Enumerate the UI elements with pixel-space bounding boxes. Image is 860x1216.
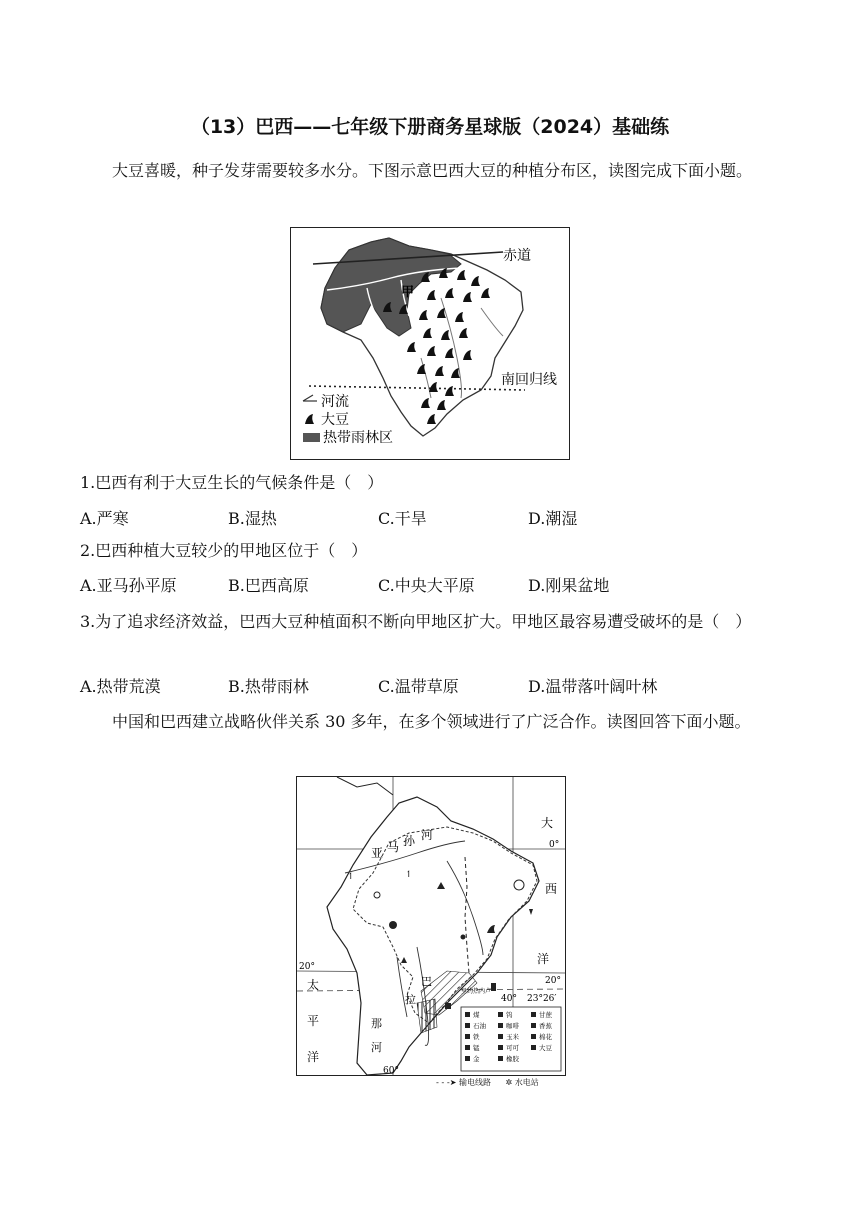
- q1-option-d[interactable]: D.潮湿: [528, 509, 578, 528]
- legend-marker-icon: [498, 1023, 503, 1028]
- q3-option-b[interactable]: B.热带雨林: [228, 677, 309, 696]
- legend-soy-label: 大豆: [321, 412, 349, 428]
- question-3-stem: 3.为了追求经济效益，巴西大豆种植面积不断向甲地区扩大。甲地区最容易遭受破坏的是（ ）: [80, 612, 752, 631]
- legend-item-label: 铁: [473, 1033, 480, 1041]
- rubber-symbol: ↿: [405, 870, 413, 880]
- legend-marker-icon: [498, 1034, 503, 1039]
- resources-map-figure: [296, 776, 566, 1076]
- legend-item-label: 大豆: [539, 1044, 552, 1052]
- parana-char-1: 巴: [421, 975, 432, 988]
- legend-item-label: 香蕉: [539, 1022, 552, 1030]
- legend-item-label: 石油: [473, 1022, 486, 1030]
- legend-item-label: 金: [473, 1055, 480, 1063]
- hydro-station-icon: [461, 935, 466, 940]
- amazon-char-4: 河: [421, 828, 434, 842]
- equator-label: 0°: [549, 840, 560, 850]
- question-3-options: [80, 674, 780, 698]
- coal-icon: [445, 1003, 451, 1009]
- question-2-stem: 2.巴西种植大豆较少的甲地区位于（ ）: [80, 541, 368, 560]
- legend-marker-icon: [465, 1056, 470, 1061]
- lat20-left-label: 20°: [299, 962, 315, 972]
- pacific-char-2: 平: [307, 1014, 320, 1028]
- lat20-right-label: 20°: [545, 976, 561, 986]
- legend-marker-icon: [498, 1045, 503, 1050]
- soybean-icon: [305, 414, 314, 424]
- legend-marker-icon: [498, 1012, 503, 1017]
- transmission-line-symbol: - - -➤: [436, 1078, 457, 1087]
- parana-char-3: 那: [371, 1017, 382, 1030]
- legend-item-label: 甘蔗: [539, 1011, 552, 1019]
- q1-option-a[interactable]: A.严寒: [80, 509, 129, 528]
- legend-marker-icon: [531, 1034, 536, 1039]
- legend-marker-icon: [531, 1023, 536, 1028]
- atlantic-char-1: 大: [541, 816, 554, 830]
- legend-marker-icon: [498, 1056, 503, 1061]
- resources-map: [297, 777, 565, 1075]
- q2-option-b[interactable]: B.巴西高原: [228, 576, 309, 595]
- legend-marker-icon: [465, 1034, 470, 1039]
- legend-marker-icon: [531, 1012, 536, 1017]
- q2-option-a[interactable]: A.亚马孙平原: [80, 576, 177, 595]
- legend-marker-icon: [465, 1012, 470, 1017]
- legend-river-label: 河流: [321, 394, 349, 410]
- soybean-map: [291, 228, 569, 459]
- pacific-char-3: 洋: [307, 1050, 320, 1064]
- legend-rainforest-label: 热带雨林区: [323, 430, 393, 446]
- intro-paragraph-2: 中国和巴西建立战略伙伴关系 30 多年，在多个领域进行了广泛合作。读图回答下面小题。: [112, 712, 751, 731]
- atlantic-char-2: 西: [545, 882, 558, 896]
- legend-item-label: 钨: [506, 1011, 513, 1019]
- q1-option-b[interactable]: B.湿热: [228, 509, 277, 528]
- atlantic-char-3: 洋: [537, 952, 550, 966]
- legend-item-label: 可可: [506, 1044, 519, 1052]
- resources-map-footer: [436, 1077, 539, 1088]
- legend-item-label: 橡胶: [506, 1055, 519, 1063]
- hydro-station-label: 水电站: [514, 1078, 539, 1087]
- parana-char-2: 拉: [405, 993, 416, 1006]
- lon40-label: 40°: [501, 994, 517, 1004]
- legend-item-label: 棉花: [539, 1033, 552, 1041]
- q3-option-c[interactable]: C.温带草原: [378, 677, 459, 696]
- amazon-char-2: 马: [387, 840, 400, 854]
- pacific-char-1: 太: [307, 978, 320, 992]
- page-title: （13）巴西——七年级下册商务星球版（2024）基础练: [190, 116, 670, 138]
- question-2-options: [80, 573, 780, 597]
- rainforest-swatch: [303, 433, 320, 442]
- legend-marker-icon: [465, 1045, 470, 1050]
- legend-item-label: 锰: [473, 1044, 480, 1052]
- gold-icon: [389, 921, 397, 929]
- legend-item-label: 咖啡: [506, 1022, 519, 1030]
- legend-item-label: 煤: [473, 1011, 480, 1019]
- legend-item-label: 玉米: [506, 1033, 519, 1041]
- equator-label: 赤道: [503, 248, 531, 264]
- question-1-options: [80, 506, 780, 530]
- tropic-label: 23°26′: [527, 994, 557, 1004]
- map-legend: [303, 393, 393, 446]
- lon60-label: 60°: [383, 1066, 399, 1075]
- amazon-char-3: 孙: [403, 834, 416, 848]
- city-label: 里约热内卢: [461, 988, 492, 995]
- tropic-label: 南回归线: [501, 372, 557, 388]
- rubber-symbol: ↿: [347, 872, 355, 882]
- amazon-char-1: 亚: [371, 846, 384, 860]
- oil-icon: [491, 983, 496, 991]
- legend-marker-icon: [531, 1045, 536, 1050]
- soybean-map-figure: [290, 227, 570, 460]
- legend-marker-icon: [465, 1023, 470, 1028]
- intro-paragraph-1: 大豆喜暖，种子发芽需要较多水分。下图示意巴西大豆的种植分布区，读图完成下面小题。: [112, 161, 753, 180]
- q3-option-d[interactable]: D.温带落叶阔叶林: [528, 677, 658, 696]
- transmission-line-label: 输电线路: [459, 1078, 491, 1087]
- hydro-station-icon: ✲: [505, 1078, 513, 1087]
- q2-option-d[interactable]: D.刚果盆地: [528, 576, 610, 595]
- sugarcane-icon: [529, 909, 533, 915]
- q1-option-c[interactable]: C.干旱: [378, 509, 427, 528]
- question-1-stem: 1.巴西有利于大豆生长的气候条件是（ ）: [80, 473, 384, 492]
- region-jia-label: 甲: [401, 285, 415, 300]
- q3-option-a[interactable]: A.热带荒漠: [80, 677, 161, 696]
- parana-char-4: 河: [371, 1041, 382, 1054]
- q2-option-c[interactable]: C.中央大平原: [378, 576, 475, 595]
